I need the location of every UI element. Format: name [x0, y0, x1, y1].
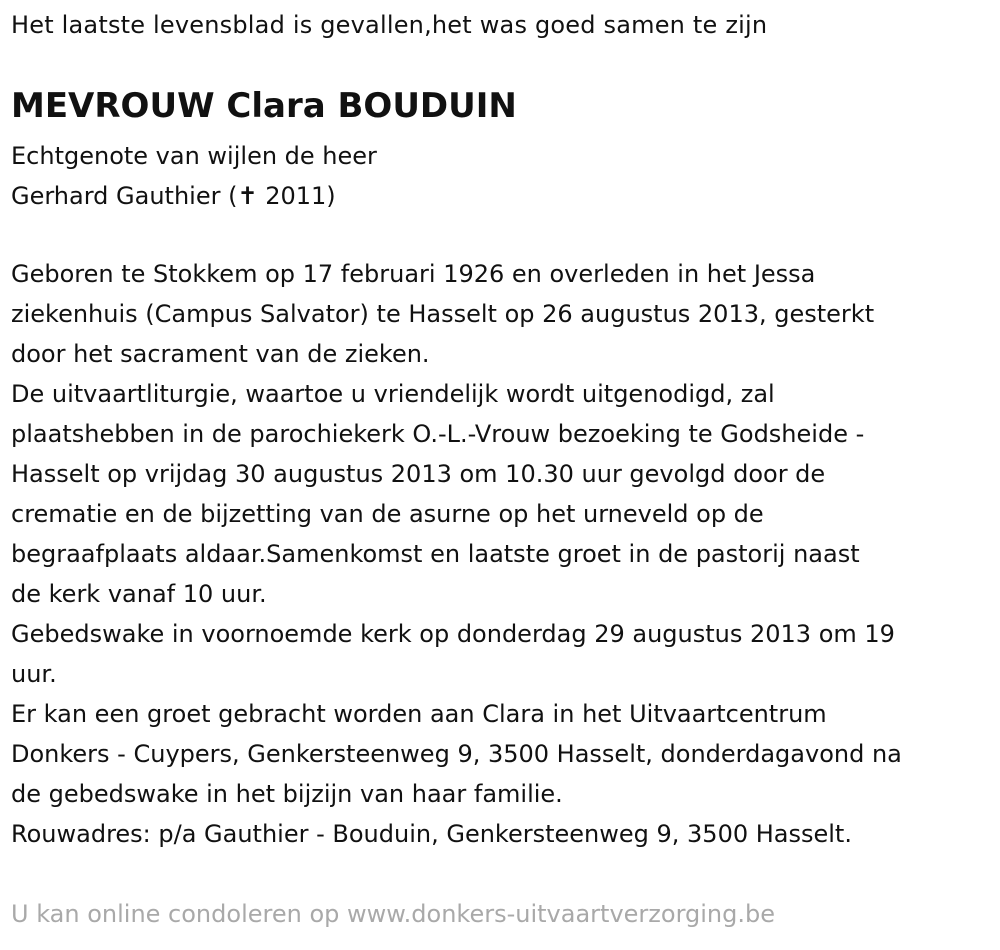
spouse-info — [11, 136, 377, 216]
body-line: Donkers - Cuypers, Genkersteenweg 9, 3500 Hasselt, donderdagavond na — [11, 740, 902, 768]
body-line: Rouwadres: p/a Gauthier - Bouduin, Genkersteenweg 9, 3500 Hasselt. — [11, 820, 852, 848]
body-line: Gebedswake in voornoemde kerk op donderdag 29 augustus 2013 om 19 — [11, 620, 895, 648]
body-line: crematie en de bijzetting van de asurne op het urneveld op de — [11, 500, 764, 528]
body-line: de gebedswake in het bijzijn van haar familie. — [11, 780, 563, 808]
spouse-line-2: Gerhard Gauthier (✝ 2011) — [11, 182, 336, 210]
body-line: ziekenhuis (Campus Salvator) te Hasselt op 26 augustus 2013, gesterkt — [11, 300, 875, 328]
body-line: De uitvaartliturgie, waartoe u vriendelijk wordt uitgenodigd, zal — [11, 380, 775, 408]
condolence-link[interactable]: U kan online condoleren op www.donkers-uitvaartverzorging.be — [11, 900, 775, 928]
obituary-body — [11, 254, 996, 854]
motto-line: Het laatste levensblad is gevallen,het was goed samen te zijn — [11, 11, 768, 39]
body-line: Er kan een groet gebracht worden aan Clara in het Uitvaartcentrum — [11, 700, 827, 728]
spouse-line-1: Echtgenote van wijlen de heer — [11, 142, 377, 170]
body-line: Geboren te Stokkem op 17 februari 1926 en overleden in het Jessa — [11, 260, 816, 288]
body-line: door het sacrament van de zieken. — [11, 340, 430, 368]
deceased-name: MEVROUW Clara BOUDUIN — [11, 86, 517, 126]
body-line: plaatshebben in de parochiekerk O.-L.-Vrouw bezoeking te Godsheide - — [11, 420, 865, 448]
body-line: de kerk vanaf 10 uur. — [11, 580, 267, 608]
body-line: uur. — [11, 660, 57, 688]
body-line: Hasselt op vrijdag 30 augustus 2013 om 10.30 uur gevolgd door de — [11, 460, 826, 488]
body-line: begraafplaats aldaar.Samenkomst en laatste groet in de pastorij naast — [11, 540, 860, 568]
